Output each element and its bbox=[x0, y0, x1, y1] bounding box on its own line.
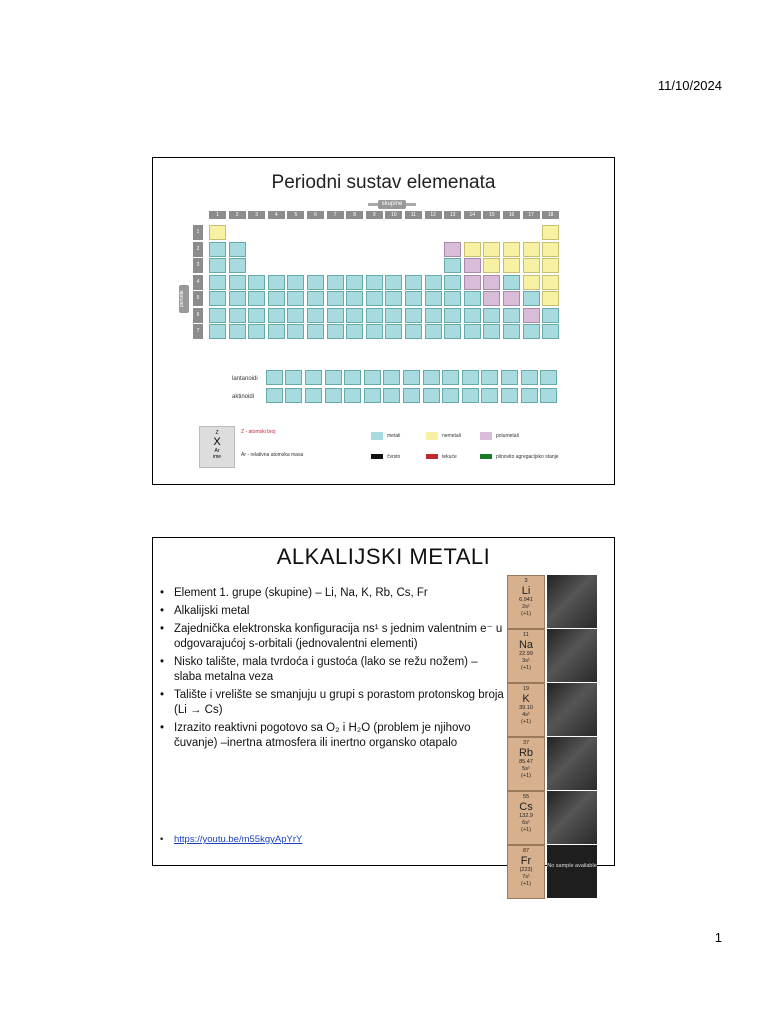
element-cell bbox=[425, 308, 442, 323]
element-cell bbox=[307, 275, 324, 290]
period-number: 5 bbox=[193, 291, 203, 306]
gas-swatch bbox=[480, 454, 492, 459]
group-number: 5 bbox=[287, 211, 304, 219]
bullet-item: • Nisko talište, mala tvrdoća i gustoća (lako se režu nožem) – slaba metalna veza bbox=[159, 655, 504, 685]
element-cell bbox=[385, 308, 402, 323]
element-cell bbox=[405, 324, 422, 339]
element-cell bbox=[248, 308, 265, 323]
element-tile-li bbox=[507, 575, 545, 629]
periodic-table-title: Periodni sustav elemenata bbox=[271, 172, 496, 193]
element-cell bbox=[268, 291, 285, 306]
element-symbol: Li bbox=[521, 585, 531, 597]
element-symbol: Na bbox=[518, 639, 534, 651]
element-cell bbox=[444, 275, 461, 290]
element-cell bbox=[209, 324, 226, 339]
element-cell bbox=[229, 258, 246, 273]
atomic-mass: 22.99 bbox=[519, 651, 533, 657]
element-cell bbox=[327, 324, 344, 339]
legend-metals: metali bbox=[387, 433, 401, 439]
oxidation-state: (+1) bbox=[521, 881, 531, 887]
atomic-number: 3 bbox=[524, 578, 528, 584]
group-number: 3 bbox=[248, 211, 265, 219]
element-cell bbox=[521, 370, 538, 385]
element-cell bbox=[287, 324, 304, 339]
atomic-mass: (223) bbox=[519, 867, 533, 873]
element-cell bbox=[501, 370, 518, 385]
group-number: 10 bbox=[385, 211, 402, 219]
element-cell bbox=[266, 370, 283, 385]
element-cell bbox=[285, 388, 302, 403]
bullet-item: • Element 1. grupe (skupine) – Li, Na, K, Rb, Cs, Fr bbox=[159, 586, 504, 601]
atomic-mass: 6.941 bbox=[519, 597, 533, 603]
electron-config: 5s¹ bbox=[522, 766, 530, 772]
electron-config: 6s¹ bbox=[522, 820, 530, 826]
element-cell bbox=[229, 275, 246, 290]
element-cell bbox=[327, 291, 344, 306]
oxidation-state: (+1) bbox=[521, 773, 531, 779]
element-tile-cs bbox=[507, 791, 545, 845]
element-cell bbox=[346, 275, 363, 290]
key-z: Z bbox=[215, 430, 219, 436]
element-cell bbox=[385, 275, 402, 290]
element-cell bbox=[444, 242, 461, 257]
atomic-number: 87 bbox=[522, 848, 530, 854]
element-cell bbox=[364, 388, 381, 403]
element-cell bbox=[405, 275, 422, 290]
element-cell bbox=[542, 258, 559, 273]
sodium-photo bbox=[547, 629, 597, 682]
group-number: 18 bbox=[542, 211, 559, 219]
element-cell bbox=[503, 258, 520, 273]
group-number: 12 bbox=[425, 211, 442, 219]
legend-liquid: tekuće bbox=[442, 454, 457, 460]
element-cell bbox=[523, 242, 540, 257]
no-sample-text: No sample available bbox=[547, 863, 597, 869]
atomic-mass: 39.10 bbox=[519, 705, 533, 711]
element-cell bbox=[403, 388, 420, 403]
period-number: 3 bbox=[193, 258, 203, 273]
element-cell bbox=[523, 258, 540, 273]
electron-config: 3s¹ bbox=[522, 658, 530, 664]
element-cell bbox=[229, 308, 246, 323]
element-cell bbox=[462, 370, 479, 385]
element-cell bbox=[403, 370, 420, 385]
element-cell bbox=[425, 291, 442, 306]
element-cell bbox=[423, 388, 440, 403]
group-number: 15 bbox=[483, 211, 500, 219]
element-cell bbox=[423, 370, 440, 385]
element-cell bbox=[307, 308, 324, 323]
element-cell bbox=[268, 275, 285, 290]
element-cell bbox=[464, 258, 481, 273]
alkali-bullet-list bbox=[159, 586, 504, 754]
oxidation-state: (+1) bbox=[521, 611, 531, 617]
key-symbol: X bbox=[213, 436, 221, 448]
element-tile-k bbox=[507, 683, 545, 737]
potassium-photo bbox=[547, 683, 597, 736]
element-cell bbox=[209, 258, 226, 273]
electron-config: 4s¹ bbox=[522, 712, 530, 718]
metal-swatch bbox=[371, 432, 383, 440]
element-cell bbox=[483, 258, 500, 273]
element-cell bbox=[540, 388, 557, 403]
element-cell bbox=[483, 275, 500, 290]
element-cell bbox=[542, 225, 559, 240]
element-cell bbox=[344, 388, 361, 403]
element-cell bbox=[364, 370, 381, 385]
period-number: 1 bbox=[193, 225, 203, 240]
lithium-photo bbox=[547, 575, 597, 628]
element-cell bbox=[542, 324, 559, 339]
date-header: 11/10/2024 bbox=[657, 78, 722, 93]
element-tile-rb bbox=[507, 737, 545, 791]
oxidation-state: (+1) bbox=[521, 827, 531, 833]
element-cell bbox=[325, 370, 342, 385]
electron-config: 7s¹ bbox=[522, 874, 530, 880]
element-cell bbox=[366, 291, 383, 306]
slide-alkali-metals bbox=[152, 537, 615, 887]
bullet-item: • Talište i vrelište se smanjuju u grupi s porastom protonskog broja (Li → Cs) bbox=[159, 688, 504, 718]
element-cell bbox=[481, 388, 498, 403]
element-cell bbox=[209, 291, 226, 306]
page-number: 1 bbox=[714, 930, 722, 945]
group-number: 4 bbox=[268, 211, 285, 219]
element-cell bbox=[383, 388, 400, 403]
group-number: 6 bbox=[307, 211, 324, 219]
element-cell bbox=[481, 370, 498, 385]
element-key-box bbox=[199, 426, 235, 468]
bullet-item: • Alkalijski metal bbox=[159, 604, 504, 619]
liquid-swatch bbox=[426, 454, 438, 459]
element-cell bbox=[268, 324, 285, 339]
nonmetal-swatch bbox=[426, 432, 438, 440]
element-cell bbox=[483, 324, 500, 339]
element-cell bbox=[464, 308, 481, 323]
element-cell bbox=[464, 324, 481, 339]
rubidium-photo bbox=[547, 737, 597, 790]
element-cell bbox=[503, 291, 520, 306]
element-cell bbox=[503, 308, 520, 323]
group-number: 17 bbox=[523, 211, 540, 219]
element-cell bbox=[385, 291, 402, 306]
element-cell bbox=[327, 275, 344, 290]
key-ar-description: Ar - relativna atomska masa bbox=[241, 452, 304, 458]
element-cell bbox=[444, 258, 461, 273]
element-symbol: Cs bbox=[519, 801, 533, 813]
periods-label: periode bbox=[179, 285, 189, 313]
francium-no-sample bbox=[547, 845, 597, 898]
element-cell bbox=[464, 291, 481, 306]
bullet-item: • Izrazito reaktivni pogotovo sa O₂ i H₂O (problem je njihovo čuvanje) –inertna atmosfera ili inertno organsko otapalo bbox=[159, 721, 504, 751]
metalloid-swatch bbox=[480, 432, 492, 440]
bullet-item: • Zajednička elektronska konfiguracija ns¹ s jednim valentnim e⁻ u odgovarajućoj s-orbitali (jednovalentni elementi) bbox=[159, 622, 504, 652]
element-cell bbox=[248, 291, 265, 306]
legend-nonmetals: nemetali bbox=[442, 433, 461, 439]
element-cell bbox=[542, 308, 559, 323]
element-cell bbox=[248, 275, 265, 290]
element-cell bbox=[462, 388, 479, 403]
alkali-title: ALKALIJSKI METALI bbox=[276, 544, 491, 569]
element-cell bbox=[305, 388, 322, 403]
element-cell bbox=[483, 291, 500, 306]
element-cell bbox=[521, 388, 538, 403]
caesium-photo bbox=[547, 791, 597, 844]
groups-label: skupine bbox=[378, 200, 406, 209]
element-symbol: K bbox=[522, 693, 530, 705]
element-cell bbox=[346, 291, 363, 306]
element-cell bbox=[209, 225, 226, 240]
element-cell bbox=[444, 308, 461, 323]
element-cell bbox=[229, 324, 246, 339]
element-cell bbox=[285, 370, 302, 385]
element-cell bbox=[405, 308, 422, 323]
element-cell bbox=[366, 308, 383, 323]
atomic-mass: 85.47 bbox=[519, 759, 533, 765]
youtube-link[interactable]: • https://youtu.be/m55kgyApYrY bbox=[159, 834, 302, 845]
element-cell bbox=[425, 324, 442, 339]
element-cell bbox=[366, 324, 383, 339]
element-cell bbox=[442, 370, 459, 385]
atomic-number: 55 bbox=[522, 794, 530, 800]
element-cell bbox=[325, 388, 342, 403]
period-number: 4 bbox=[193, 275, 203, 290]
element-cell bbox=[503, 324, 520, 339]
element-cell bbox=[307, 291, 324, 306]
element-cell bbox=[307, 324, 324, 339]
element-cell bbox=[366, 275, 383, 290]
element-cell bbox=[425, 275, 442, 290]
element-cell bbox=[523, 291, 540, 306]
element-cell bbox=[346, 308, 363, 323]
element-cell bbox=[542, 291, 559, 306]
group-number: 16 bbox=[503, 211, 520, 219]
element-cell bbox=[209, 308, 226, 323]
atomic-number: 19 bbox=[522, 686, 530, 692]
atomic-number: 11 bbox=[523, 632, 529, 638]
element-cell bbox=[540, 370, 557, 385]
element-cell bbox=[385, 324, 402, 339]
group-number: 7 bbox=[327, 211, 344, 219]
legend-metalloids: polumetali bbox=[496, 433, 519, 439]
group-number: 1 bbox=[209, 211, 226, 219]
atomic-number: 37 bbox=[522, 740, 530, 746]
element-cell bbox=[405, 291, 422, 306]
group-number: 11 bbox=[405, 211, 422, 219]
period-number: 6 bbox=[193, 308, 203, 323]
group-number: 13 bbox=[444, 211, 461, 219]
key-ar: Ar bbox=[214, 448, 220, 454]
element-cell bbox=[523, 324, 540, 339]
lanthanides-label: lantanoidi bbox=[232, 376, 258, 382]
group-number: 8 bbox=[346, 211, 363, 219]
element-cell bbox=[268, 308, 285, 323]
element-cell bbox=[523, 275, 540, 290]
period-number: 2 bbox=[193, 242, 203, 257]
element-cell bbox=[444, 291, 461, 306]
atomic-mass: 132.9 bbox=[519, 813, 533, 819]
element-cell bbox=[344, 370, 361, 385]
element-cell bbox=[444, 324, 461, 339]
slide-periodic-table bbox=[152, 157, 615, 485]
key-ime: ime bbox=[212, 454, 222, 460]
element-cell bbox=[523, 308, 540, 323]
element-cell bbox=[503, 242, 520, 257]
element-cell bbox=[287, 291, 304, 306]
element-cell bbox=[542, 242, 559, 257]
element-cell bbox=[464, 242, 481, 257]
element-cell bbox=[383, 370, 400, 385]
legend-solid: čvrsto bbox=[387, 454, 401, 460]
element-cell bbox=[501, 388, 518, 403]
element-cell bbox=[248, 324, 265, 339]
element-symbol: Rb bbox=[518, 747, 534, 759]
element-cell bbox=[229, 242, 246, 257]
period-number: 7 bbox=[193, 324, 203, 339]
element-cell bbox=[483, 242, 500, 257]
group-number: 14 bbox=[464, 211, 481, 219]
group-number: 9 bbox=[366, 211, 383, 219]
element-symbol: Fr bbox=[520, 855, 532, 867]
group-number: 2 bbox=[229, 211, 246, 219]
element-cell bbox=[442, 388, 459, 403]
element-cell bbox=[209, 275, 226, 290]
element-cell bbox=[287, 308, 304, 323]
electron-config: 2s¹ bbox=[522, 604, 530, 610]
element-cell bbox=[229, 291, 246, 306]
element-tile-na bbox=[507, 629, 545, 683]
oxidation-state: (+1) bbox=[521, 719, 531, 725]
oxidation-state: (+1) bbox=[521, 665, 531, 671]
legend-gas: plinovito agregacijsko stanje bbox=[496, 454, 559, 460]
key-z-description: Z - atomski broj bbox=[241, 429, 276, 435]
element-cell bbox=[266, 388, 283, 403]
element-cell bbox=[346, 324, 363, 339]
element-cell bbox=[483, 308, 500, 323]
element-cell bbox=[503, 275, 520, 290]
element-cell bbox=[464, 275, 481, 290]
element-tile-fr bbox=[507, 845, 545, 899]
element-cell bbox=[542, 275, 559, 290]
element-cell bbox=[287, 275, 304, 290]
element-cell bbox=[327, 308, 344, 323]
element-cell bbox=[305, 370, 322, 385]
actinides-label: aktinoidi bbox=[232, 394, 255, 400]
element-cell bbox=[209, 242, 226, 257]
solid-swatch bbox=[371, 454, 383, 459]
